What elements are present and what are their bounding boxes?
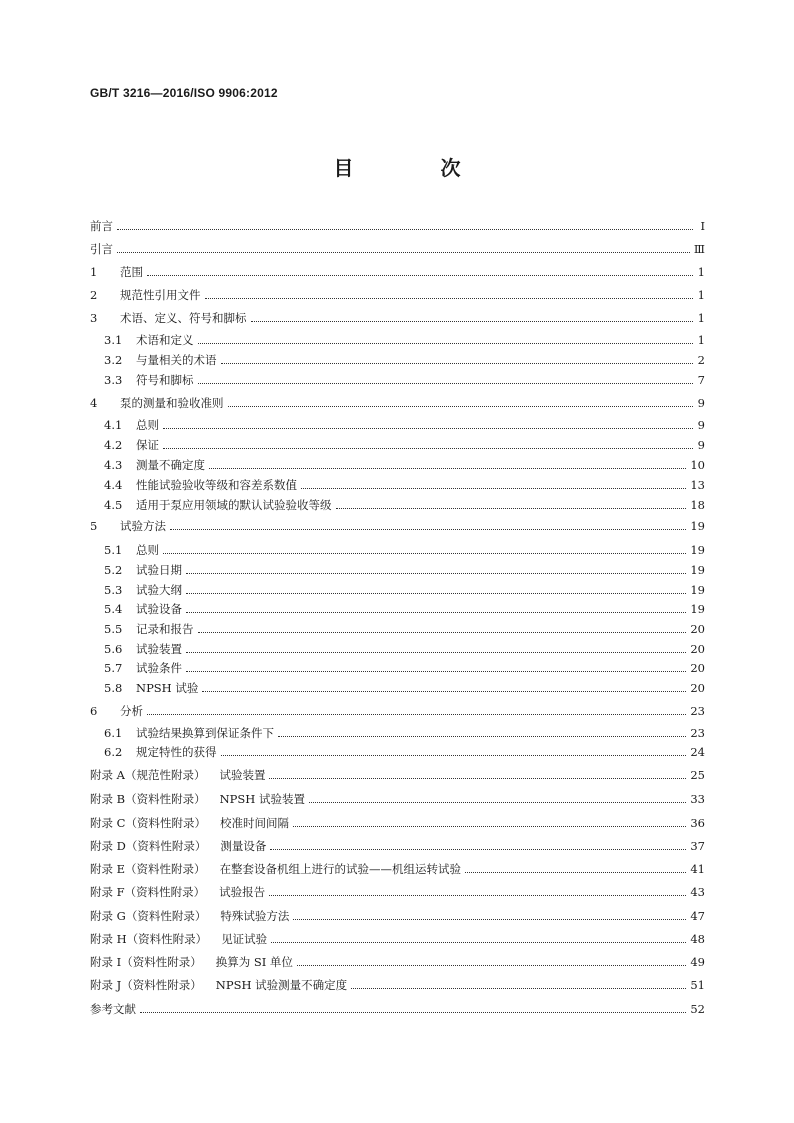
toc-leader-dots bbox=[186, 670, 686, 672]
toc-entry[interactable] bbox=[90, 476, 705, 494]
toc-entry-page: 23 bbox=[690, 726, 705, 740]
toc-entry[interactable] bbox=[90, 620, 705, 638]
toc-leader-dots bbox=[205, 297, 694, 299]
toc-entry[interactable] bbox=[90, 561, 705, 579]
toc-entry-number: 6.2 bbox=[104, 745, 123, 759]
toc-entry-title: 见证试验 bbox=[221, 932, 268, 946]
toc-entry-title: 试验装置 bbox=[136, 642, 182, 656]
toc-entry-number: 4.5 bbox=[104, 498, 123, 512]
toc-entry-page: 19 bbox=[690, 602, 705, 616]
toc-entry-number: 2 bbox=[90, 288, 98, 302]
toc-entry-title: 试验方法 bbox=[120, 519, 166, 533]
toc-entry[interactable] bbox=[90, 814, 705, 832]
toc-entry-number: 3.3 bbox=[104, 373, 123, 387]
toc-entry[interactable] bbox=[90, 953, 705, 971]
page-title: 目 次 bbox=[333, 156, 501, 180]
toc-entry[interactable] bbox=[90, 217, 705, 235]
toc-entry-title: 总则 bbox=[136, 418, 159, 432]
toc-entry-number: 5.8 bbox=[104, 681, 123, 695]
toc-entry-title: 换算为 SI 单位 bbox=[215, 955, 293, 969]
toc-entry-number: 4.3 bbox=[104, 458, 123, 472]
toc-entry-title: 规定特性的获得 bbox=[136, 745, 217, 759]
toc-entry[interactable] bbox=[90, 456, 705, 474]
toc-leader-dots bbox=[117, 228, 693, 230]
toc-entry-title: 适用于泵应用领域的默认试验验收等级 bbox=[136, 498, 332, 512]
toc-entry-number: 3.2 bbox=[104, 353, 123, 367]
toc-leader-dots bbox=[301, 487, 686, 489]
toc-entry-page: 41 bbox=[690, 862, 705, 876]
toc-entry-title: 测量不确定度 bbox=[136, 458, 205, 472]
toc-entry-page: 20 bbox=[690, 661, 705, 675]
toc-entry[interactable] bbox=[90, 371, 705, 389]
toc-entry-title: 校准时间间隔 bbox=[219, 816, 289, 830]
toc-leader-dots bbox=[186, 592, 686, 594]
toc-entry-number: 1 bbox=[90, 265, 98, 279]
toc-entry-page: 43 bbox=[690, 885, 705, 899]
toc-leader-dots bbox=[271, 941, 686, 943]
toc-entry-page: 24 bbox=[690, 745, 705, 759]
toc-entry[interactable] bbox=[90, 416, 705, 434]
toc-entry-number: 5 bbox=[90, 519, 98, 533]
toc-entry-title: 记录和报告 bbox=[136, 622, 194, 636]
toc-entry-page: 1 bbox=[697, 311, 705, 325]
toc-leader-dots bbox=[293, 825, 686, 827]
toc-leader-dots bbox=[147, 713, 686, 715]
toc-entry-title: NPSH 试验测量不确定度 bbox=[215, 978, 348, 992]
toc-entry-page: 13 bbox=[690, 478, 705, 492]
toc-entry[interactable] bbox=[90, 600, 705, 618]
toc-leader-dots bbox=[351, 987, 686, 989]
toc-entry-title: 参考文献 bbox=[90, 1002, 136, 1016]
toc-entry-page: 19 bbox=[690, 583, 705, 597]
toc-entry[interactable] bbox=[90, 581, 705, 599]
toc-entry-title: 与量相关的术语 bbox=[136, 353, 217, 367]
toc-entry-number: 3 bbox=[90, 311, 98, 325]
toc-entry-title: 特殊试验方法 bbox=[220, 909, 290, 923]
toc-entry[interactable] bbox=[90, 766, 705, 784]
toc-entry-number: 附录 J（资料性附录） bbox=[90, 978, 202, 992]
toc-leader-dots bbox=[309, 801, 686, 803]
toc-entry-title: 试验报告 bbox=[219, 885, 266, 899]
toc-entry[interactable] bbox=[90, 517, 705, 535]
toc-entry-title: 保证 bbox=[136, 438, 159, 452]
toc-leader-dots bbox=[140, 1011, 686, 1013]
toc-entry[interactable] bbox=[90, 659, 705, 677]
toc-entry-number: 附录 A（规范性附录） bbox=[90, 768, 206, 782]
toc-entry[interactable] bbox=[90, 837, 705, 855]
toc-entry[interactable] bbox=[90, 702, 705, 720]
toc-entry-title: 规范性引用文件 bbox=[120, 288, 201, 302]
toc-entry-title: 试验条件 bbox=[136, 661, 182, 675]
toc-leader-dots bbox=[297, 964, 686, 966]
toc-entry-title: 泵的测量和验收准则 bbox=[120, 396, 224, 410]
toc-entry-number: 6.1 bbox=[104, 726, 123, 740]
toc-leader-dots bbox=[221, 754, 687, 756]
toc-entry-page: 19 bbox=[690, 563, 705, 577]
toc-entry-title: NPSH 试验装置 bbox=[219, 792, 305, 806]
toc-entry-title: 试验结果换算到保证条件下 bbox=[136, 726, 274, 740]
toc-entry-page: 23 bbox=[690, 704, 705, 718]
toc-entry-page: 48 bbox=[690, 932, 705, 946]
toc-entry-page: 10 bbox=[690, 458, 705, 472]
toc-entry[interactable] bbox=[90, 860, 705, 878]
toc-entry-title: 性能试验验收等级和容差系数值 bbox=[136, 478, 297, 492]
toc-entry-page: 9 bbox=[697, 438, 705, 452]
document-id-header: GB/T 3216—2016/ISO 9906:2012 bbox=[90, 86, 278, 100]
toc-entry[interactable] bbox=[90, 541, 705, 559]
toc-entry-page: 9 bbox=[697, 418, 705, 432]
toc-entry[interactable] bbox=[90, 436, 705, 454]
toc-leader-dots bbox=[186, 651, 686, 653]
toc-entry-page: 1 bbox=[697, 333, 705, 347]
toc-entry-page: 19 bbox=[690, 519, 705, 533]
toc-entry-page: Ⅲ bbox=[693, 242, 705, 256]
toc-entry-title: 测量设备 bbox=[220, 839, 267, 853]
toc-entry-page: 52 bbox=[690, 1002, 705, 1016]
toc-entry-title: 试验大纲 bbox=[136, 583, 182, 597]
toc-leader-dots bbox=[269, 894, 686, 896]
toc-entry-number: 附录 H（资料性附录） bbox=[90, 932, 208, 946]
toc-entry[interactable] bbox=[90, 907, 705, 925]
toc-entry-number: 5.4 bbox=[104, 602, 123, 616]
toc-leader-dots bbox=[221, 362, 694, 364]
toc-leader-dots bbox=[202, 690, 686, 692]
toc-entry-number: 附录 I（资料性附录） bbox=[90, 955, 202, 969]
toc-entry[interactable] bbox=[90, 1000, 705, 1018]
toc-entry-title: 分析 bbox=[120, 704, 143, 718]
toc-leader-dots bbox=[163, 552, 686, 554]
toc-entry-title: 范围 bbox=[120, 265, 143, 279]
toc-entry[interactable] bbox=[90, 743, 705, 761]
toc-entry-title: 试验日期 bbox=[136, 563, 182, 577]
toc-entry-number: 5.1 bbox=[104, 543, 123, 557]
toc-entry-number: 附录 B（资料性附录） bbox=[90, 792, 206, 806]
toc-entry[interactable] bbox=[90, 394, 705, 412]
toc-leader-dots bbox=[251, 320, 694, 322]
toc-entry[interactable] bbox=[90, 976, 705, 994]
toc-entry-number: 5.5 bbox=[104, 622, 123, 636]
toc-leader-dots bbox=[198, 342, 694, 344]
toc-leader-dots bbox=[465, 871, 686, 873]
toc-entry[interactable] bbox=[90, 724, 705, 742]
toc-entry-number: 5.2 bbox=[104, 563, 123, 577]
toc-entry-page: 2 bbox=[697, 353, 705, 367]
toc-entry-page: Ⅰ bbox=[700, 219, 705, 233]
toc-entry-number: 4.1 bbox=[104, 418, 123, 432]
toc-entry-number: 5.6 bbox=[104, 642, 123, 656]
toc-entry[interactable] bbox=[90, 496, 705, 514]
toc-entry-page: 1 bbox=[697, 288, 705, 302]
toc-entry[interactable] bbox=[90, 240, 705, 258]
toc-entry-number: 4 bbox=[90, 396, 98, 410]
toc-entry-number: 6 bbox=[90, 704, 98, 718]
toc-entry[interactable] bbox=[90, 679, 705, 697]
toc-entry[interactable] bbox=[90, 351, 705, 369]
toc-entry-number: 4.4 bbox=[104, 478, 123, 492]
toc-leader-dots bbox=[278, 735, 686, 737]
toc-entry-page: 7 bbox=[697, 373, 705, 387]
toc-entry-number: 附录 C（资料性附录） bbox=[90, 816, 206, 830]
toc-entry-number: 附录 E（资料性附录） bbox=[90, 862, 206, 876]
toc-entry-page: 1 bbox=[697, 265, 705, 279]
toc-leader-dots bbox=[228, 405, 694, 407]
toc-leader-dots bbox=[147, 274, 693, 276]
toc-entry[interactable] bbox=[90, 309, 705, 327]
toc-entry-number: 3.1 bbox=[104, 333, 123, 347]
toc-entry[interactable] bbox=[90, 790, 705, 808]
toc-entry-page: 20 bbox=[690, 622, 705, 636]
toc-entry-page: 19 bbox=[690, 543, 705, 557]
toc-entry-page: 9 bbox=[697, 396, 705, 410]
toc-leader-dots bbox=[209, 467, 686, 469]
toc-leader-dots bbox=[163, 447, 693, 449]
toc-entry-title: 术语和定义 bbox=[136, 333, 194, 347]
toc-entry-page: 37 bbox=[690, 839, 705, 853]
toc-entry-page: 36 bbox=[690, 816, 705, 830]
toc-entry-page: 18 bbox=[690, 498, 705, 512]
toc-entry-number: 附录 D（资料性附录） bbox=[90, 839, 207, 853]
toc-leader-dots bbox=[170, 528, 686, 530]
toc-entry[interactable] bbox=[90, 930, 705, 948]
toc-entry-number: 4.2 bbox=[104, 438, 123, 452]
toc-entry-number: 5.7 bbox=[104, 661, 123, 675]
toc-entry-title: 在整套设备机组上进行的试验——机组运转试验 bbox=[219, 862, 462, 876]
toc-entry-title: NPSH 试验 bbox=[136, 681, 199, 695]
toc-entry-title: 符号和脚标 bbox=[136, 373, 194, 387]
toc-entry-title: 前言 bbox=[90, 219, 113, 233]
toc-leader-dots bbox=[293, 918, 686, 920]
toc-entry-page: 47 bbox=[690, 909, 705, 923]
toc-entry-title: 术语、定义、符号和脚标 bbox=[120, 311, 247, 325]
toc-leader-dots bbox=[269, 777, 686, 779]
toc-leader-dots bbox=[163, 427, 693, 429]
toc-leader-dots bbox=[117, 251, 690, 253]
toc-entry-title: 试验装置 bbox=[219, 768, 266, 782]
toc-leader-dots bbox=[186, 572, 686, 574]
toc-entry-page: 25 bbox=[690, 768, 705, 782]
toc-entry-page: 20 bbox=[690, 642, 705, 656]
toc-entry[interactable] bbox=[90, 640, 705, 658]
toc-entry[interactable] bbox=[90, 883, 705, 901]
toc-entry-page: 33 bbox=[690, 792, 705, 806]
toc-entry-number: 附录 F（资料性附录） bbox=[90, 885, 206, 899]
toc-leader-dots bbox=[336, 507, 687, 509]
toc-leader-dots bbox=[270, 848, 686, 850]
toc-leader-dots bbox=[186, 611, 686, 613]
toc-entry-title: 引言 bbox=[90, 242, 113, 256]
toc-entry[interactable] bbox=[90, 286, 705, 304]
toc-entry-title: 总则 bbox=[136, 543, 159, 557]
toc-entry-number: 5.3 bbox=[104, 583, 123, 597]
toc-entry-page: 20 bbox=[690, 681, 705, 695]
toc-entry-number: 附录 G（资料性附录） bbox=[90, 909, 207, 923]
toc-leader-dots bbox=[198, 382, 694, 384]
toc-entry-page: 49 bbox=[690, 955, 705, 969]
toc-entry-title: 试验设备 bbox=[136, 602, 182, 616]
toc-entry[interactable] bbox=[90, 331, 705, 349]
toc-entry[interactable] bbox=[90, 263, 705, 281]
toc-entry-page: 51 bbox=[690, 978, 705, 992]
toc-leader-dots bbox=[198, 631, 687, 633]
